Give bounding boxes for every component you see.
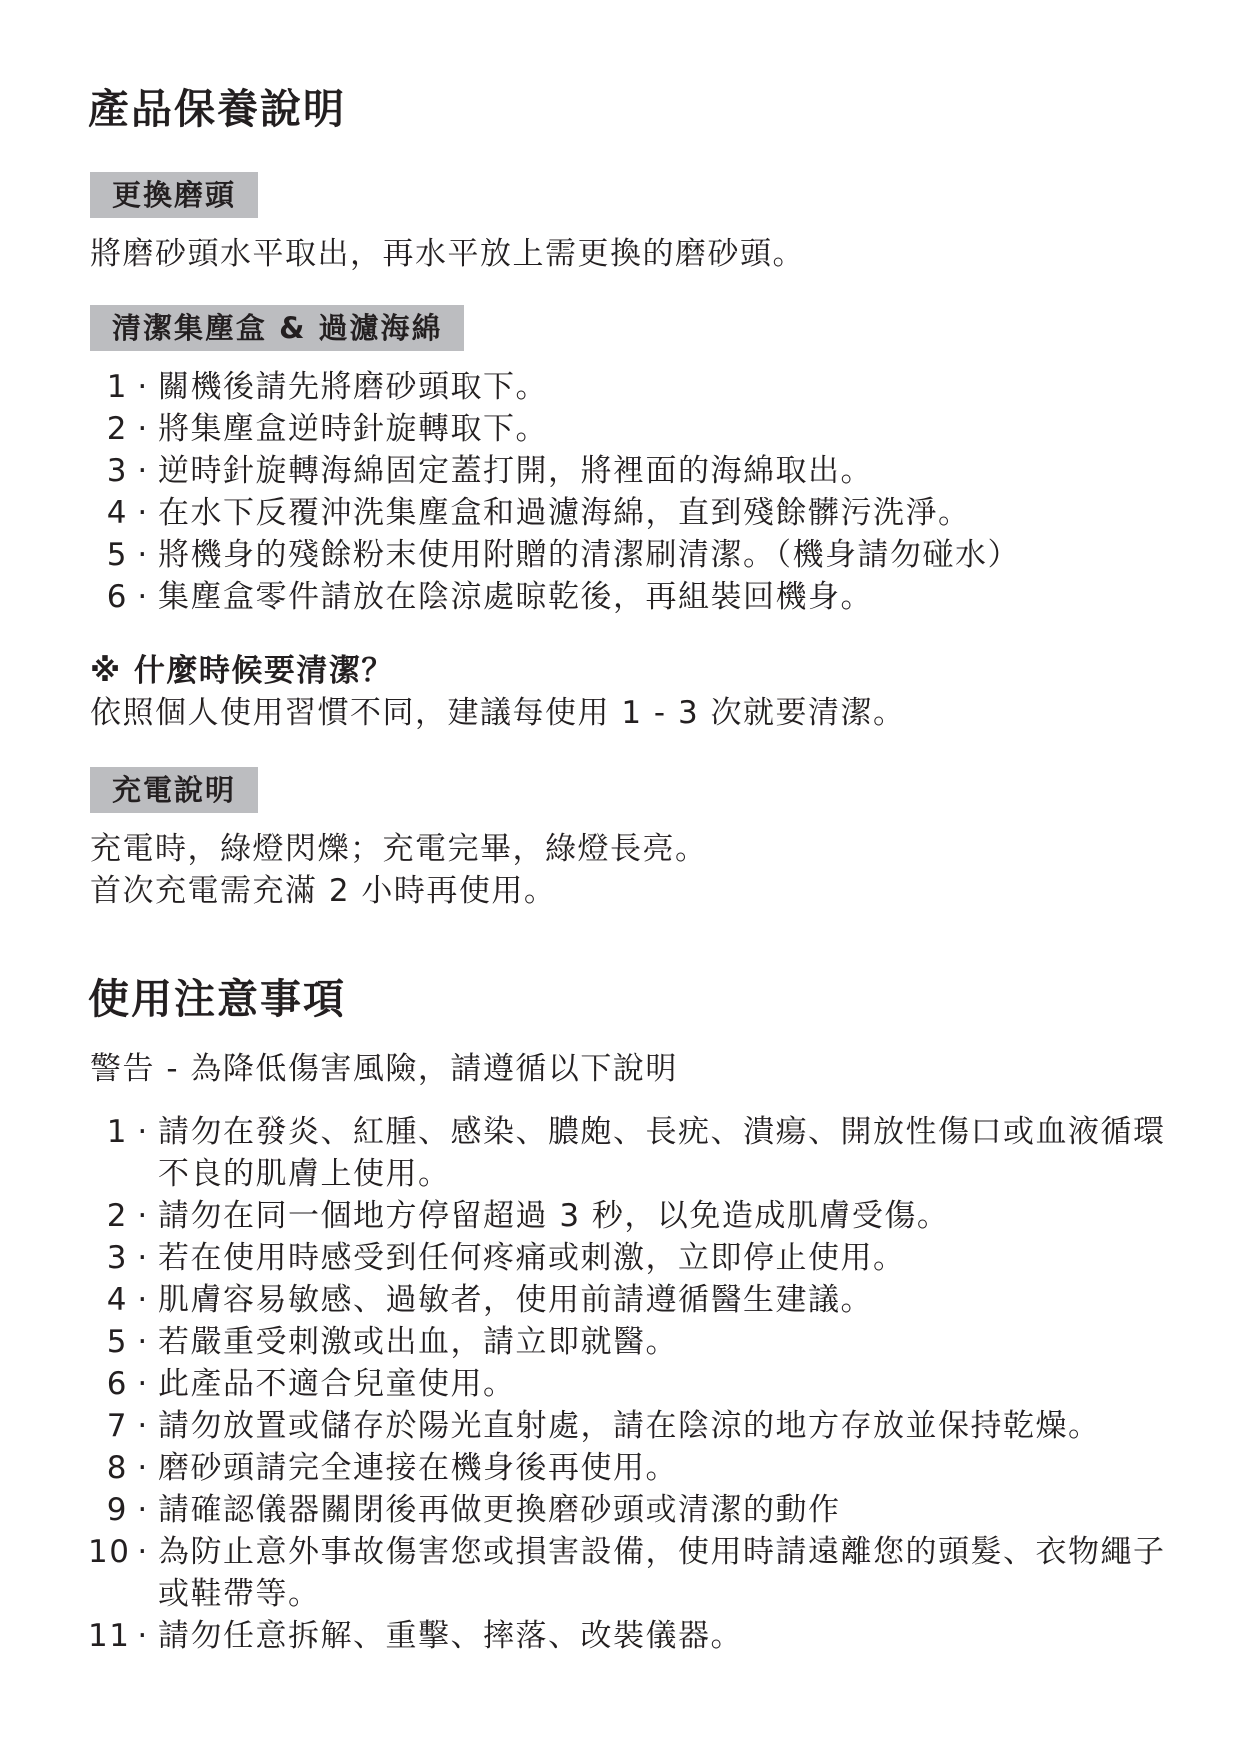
charge-tag: 充電說明 bbox=[90, 767, 258, 813]
replace-head-tag: 更換磨頭 bbox=[90, 172, 258, 218]
list-item: 6 · 此產品不適合兒童使用。 bbox=[106, 1366, 516, 1402]
replace-head-text: 將磨砂頭水平取出，再水平放上需更換的磨砂頭。 bbox=[90, 236, 805, 272]
list-item: 3 · 若在使用時感受到任何疼痛或刺激，立即停止使用。 bbox=[106, 1240, 906, 1276]
care-title: 產品保養說明 bbox=[88, 85, 346, 133]
clean-note-title: ※ 什麼時候要清潔？ bbox=[90, 653, 394, 689]
list-item: 2 · 將集塵盒逆時針旋轉取下。 bbox=[106, 411, 548, 447]
list-item: 1 · 關機後請先將磨砂頭取下。 bbox=[106, 369, 548, 405]
clean-steps-list bbox=[88, 366, 1020, 618]
list-item: 4 · 在水下反覆沖洗集塵盒和過濾海綿，直到殘餘髒污洗淨。 bbox=[106, 495, 971, 531]
list-item: 6 · 集塵盒零件請放在陰涼處晾乾後，再組裝回機身。 bbox=[106, 579, 873, 615]
list-item: 3 · 逆時針旋轉海綿固定蓋打開，將裡面的海綿取出。 bbox=[106, 453, 873, 489]
list-item: 2 · 請勿在同一個地方停留超過 3 秒，以免造成肌膚受傷。 bbox=[106, 1198, 950, 1234]
list-item: 8 · 磨砂頭請完全連接在機身後再使用。 bbox=[106, 1450, 678, 1486]
charge-line-2: 首次充電需充滿 2 小時再使用。 bbox=[90, 873, 557, 909]
notice-warning: 警告 - 為降低傷害風險，請遵循以下說明 bbox=[90, 1051, 678, 1087]
clean-note-text: 依照個人使用習慣不同，建議每使用 1 - 3 次就要清潔。 bbox=[90, 695, 906, 731]
notice-title: 使用注意事項 bbox=[88, 975, 346, 1023]
list-item: 4 · 肌膚容易敏感、過敏者，使用前請遵循醫生建議。 bbox=[106, 1282, 873, 1318]
charge-line-1: 充電時，綠燈閃爍；充電完畢，綠燈長亮。 bbox=[90, 831, 708, 867]
list-item: 5 · 將機身的殘餘粉末使用附贈的清潔刷清潔。（機身請勿碰水） bbox=[106, 537, 1020, 573]
notice-list bbox=[88, 1111, 1168, 1657]
list-item: 1 · 請勿在發炎、紅腫、感染、膿皰、長疣、潰瘍、開放性傷口或血液循環不良的肌膚上使用。 bbox=[106, 1114, 1166, 1192]
list-item: 7 · 請勿放置或儲存於陽光直射處，請在陰涼的地方存放並保持乾燥。 bbox=[106, 1408, 1101, 1444]
list-item: 5 · 若嚴重受刺激或出血，請立即就醫。 bbox=[106, 1324, 678, 1360]
list-item: 9 · 請確認儀器關閉後再做更換磨砂頭或清潔的動作 bbox=[106, 1492, 841, 1528]
clean-dustbox-tag: 清潔集塵盒 & 過濾海綿 bbox=[90, 305, 464, 351]
list-item: 11 · 請勿任意拆解、重擊、摔落、改裝儀器。 bbox=[88, 1618, 743, 1654]
list-item: 10 · 為防止意外事故傷害您或損害設備，使用時請遠離您的頭髮、衣物繩子或鞋帶等。 bbox=[88, 1534, 1166, 1612]
